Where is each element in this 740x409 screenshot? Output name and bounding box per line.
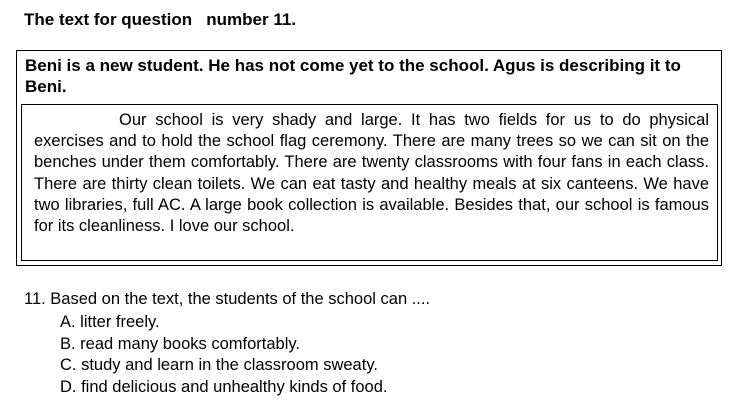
option-c[interactable]: C. study and learn in the classroom sweaty. [60,356,378,374]
reading-passage: Our school is very shady and large. It has two fields for us to do physical exercises and to hold the school flag ceremony. There are many trees so we can sit on the benches under them comfortably. There are twenty classrooms with four fans in each class. There are thirty clean toilets. We can eat tasty and healthy meals at six canteens. We have two libraries, full AC. A large book collection is available. Besides that, our school is famous for its cleanliness. I love our school. [34,111,709,236]
option-b[interactable]: B. read many books comfortably. [60,334,300,353]
option-a[interactable]: A. litter freely. [60,313,160,331]
context-box [16,50,722,266]
question-stem: 11. Based on the text, the students of the school can .... [24,290,431,308]
answer-options [60,312,387,398]
context-intro: Beni is a new student. He has not come yet to the school. Agus is describing it to Beni. [25,56,681,96]
option-d[interactable]: D. find delicious and unhealthy kinds of food. [60,377,388,396]
passage-box [21,104,718,261]
question-heading: The text for question number 11. [24,10,297,29]
